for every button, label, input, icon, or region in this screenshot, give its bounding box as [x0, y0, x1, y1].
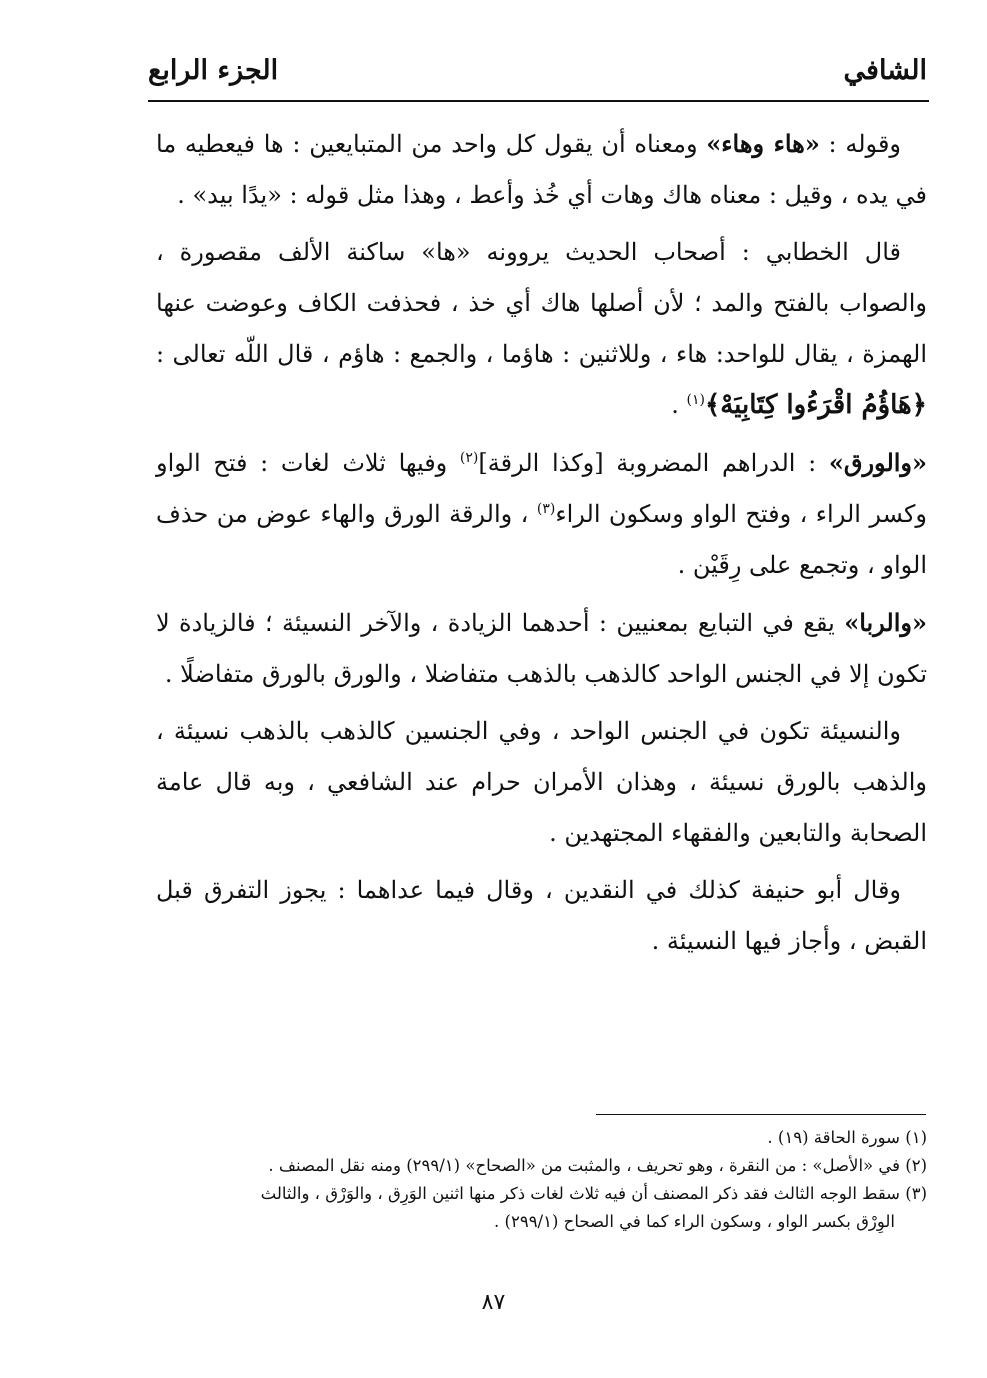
- defined-term: «هاء وهاء»: [706, 129, 820, 158]
- page-number: ٨٧: [481, 1290, 506, 1315]
- footnote-text: (٢) في «الأصل» : من النقرة ، وهو تحريف ، والمثبت من «الصحاح» (٢٩٩/١) ومنه نقل المصنف .: [268, 1156, 927, 1175]
- paragraph-text: والنسيئة تكون في الجنس الواحد ، وفي الجنسين كالذهب بالذهب نسيئة ، والذهب بالورق نسيئة ، وهذان الأمران حرام عند الشافعي ، وبه قال عامة الصحابة والتابعين والفقهاء المجتهدين .: [156, 717, 927, 847]
- footnote-ref-1[interactable]: (١): [686, 392, 705, 408]
- paragraph-khattabi: [156, 227, 927, 431]
- paragraph-text: وقوله :: [819, 130, 902, 158]
- header-book-title: الشافي: [843, 55, 927, 86]
- paragraph-text: وفيها ثلاث لغات : فتح الواو وكسر الراء ، وفتح الواو وسكون الراء: [156, 449, 928, 528]
- header-divider: [148, 100, 929, 102]
- footnote-text: (٣) سقط الوجه الثالث فقد ذكر المصنف أن فيه ثلاث لغات ذكر منها اثنين الوَرِق ، والوَرْق ، والثالث: [260, 1184, 927, 1203]
- paragraph-text: وقال أبو حنيفة كذلك في النقدين ، وقال فيما عداهما : يجوز التفرق قبل القبض ، وأجاز فيها النسيئة .: [156, 876, 927, 955]
- header-volume-title: الجزء الرابع: [148, 55, 279, 86]
- quran-verse: ﴿هَاؤُمُ اقْرَءُوا كِتَابِيَهْ﴾: [704, 390, 927, 420]
- paragraph-text: .: [671, 391, 687, 419]
- footnote-continuation: الوِرْق بكسر الواو ، وسكون الراء كما في الصحاح (٢٩٩/١) .: [494, 1212, 895, 1231]
- footnote-ref-3[interactable]: (٣): [536, 501, 556, 517]
- running-header: [148, 48, 927, 88]
- paragraph-nasiah: [156, 706, 927, 859]
- footnote-ref-2[interactable]: (٢): [459, 450, 479, 466]
- paragraph-wariq: [156, 437, 927, 591]
- paragraph-text: : الدراهم المضروبة [وكذا الرقة]: [478, 449, 829, 477]
- footnote-3: [152, 1180, 927, 1236]
- paragraph-text: يقع في التبايع بمعنيين : أحدهما الزيادة ، والآخر النسيئة ؛ فالزيادة لا تكون إلا في الجنس الواحد كالذهب بالذهب متفاضلا ، والورق بالورق متفاضلًا .: [156, 609, 927, 688]
- main-text: [156, 118, 927, 973]
- defined-term: «والربا»: [844, 608, 927, 637]
- paragraph-abu-hanifa: [156, 865, 927, 967]
- paragraph-text: ، والرقة الورق والهاء عوض من حذف الواو ، وتجمع على رِقَيْن .: [156, 500, 927, 579]
- defined-term: «والورق»: [828, 448, 928, 477]
- paragraph-text: قال الخطابي : أصحاب الحديث يروونه «ها» ساكنة الألف مقصورة ، والصواب بالفتح والمد ؛ لأن أصلها هاك أي خذ ، فحذفت الكاف وعوضت عنها الهمزة ، يقال للواحد: هاء ، وللاثنين : هاؤما ، والجمع : هاؤم ، قال اللّه تعالى :: [156, 238, 928, 368]
- footnotes-section: [152, 1124, 927, 1236]
- footnote-text: (١) سورة الحاقة (١٩) .: [767, 1128, 927, 1147]
- paragraph-riba: [156, 597, 927, 700]
- paragraph-text: ومعناه أن يقول كل واحد من المتبايعين : ها فيعطيه ما في يده ، وقيل : معناه هاك وهات أي خُذ وأعط ، وهذا مثل قوله : «يدًا بيد» .: [156, 130, 927, 209]
- footnote-divider: [596, 1114, 926, 1115]
- paragraph-haa-wa-haa: [156, 118, 927, 221]
- footnote-1: [152, 1124, 927, 1152]
- footnote-2: [152, 1152, 927, 1180]
